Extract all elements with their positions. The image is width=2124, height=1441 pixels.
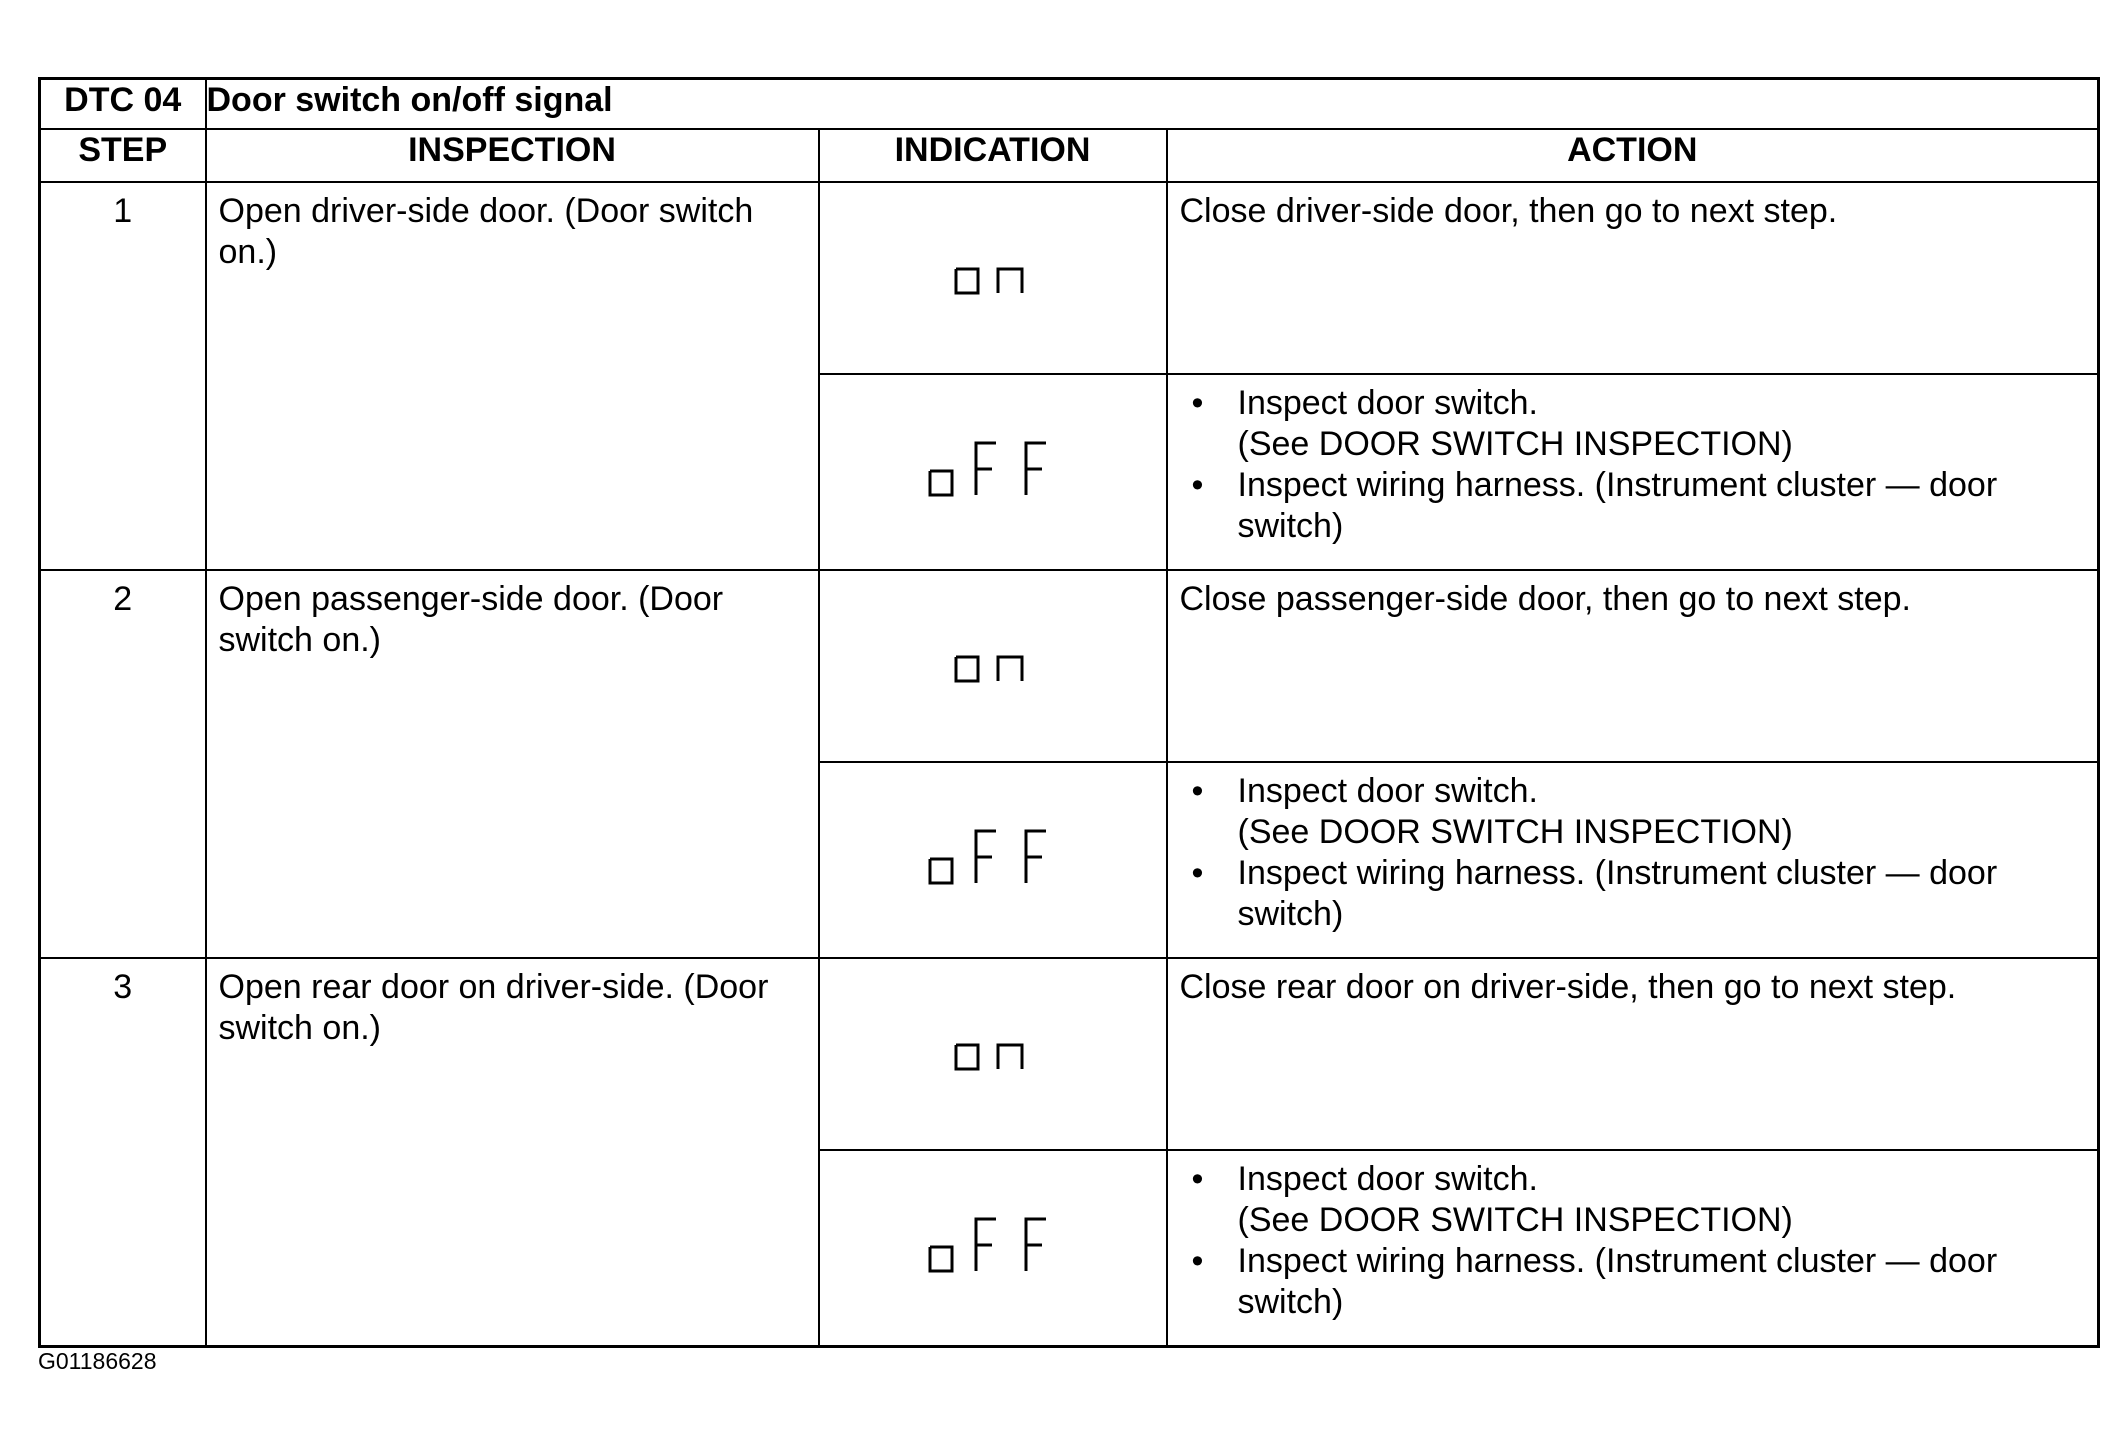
dtc-code: DTC 04 bbox=[40, 79, 206, 130]
indication-cell bbox=[819, 1150, 1167, 1347]
action-text: Inspect wiring harness. (Instrument cluster — door switch) bbox=[1237, 1242, 1998, 1321]
action-text: Close rear door on driver-side, then go to next step. bbox=[1167, 958, 2099, 1150]
dtc-title: Door switch on/off signal bbox=[206, 79, 2099, 130]
action-text: Inspect door switch. bbox=[1237, 384, 1538, 422]
lcd-display-text: on bbox=[937, 631, 939, 632]
inspection-text: Open passenger-side door. (Door switch on.) bbox=[206, 570, 819, 958]
action-cell bbox=[1167, 374, 2099, 570]
dtc-table bbox=[38, 77, 2100, 1348]
column-header-row bbox=[40, 129, 2099, 182]
action-text: Inspect door switch. bbox=[1237, 772, 1538, 810]
action-text: Close passenger-side door, then go to next step. bbox=[1167, 570, 2099, 762]
step-number: 2 bbox=[40, 570, 206, 958]
bullet-icon: • bbox=[1191, 854, 1204, 892]
dtc-header-row bbox=[40, 79, 2099, 130]
table-row bbox=[40, 570, 2099, 762]
table-row bbox=[40, 182, 2099, 374]
lcd-display-text: on bbox=[937, 1019, 939, 1020]
action-cell bbox=[1167, 762, 2099, 958]
lcd-display-on bbox=[938, 1019, 1048, 1079]
table-row bbox=[40, 958, 2099, 1150]
lcd-display-text: oFF bbox=[917, 427, 920, 428]
list-item bbox=[1180, 1159, 2086, 1241]
lcd-display-off bbox=[918, 815, 1068, 895]
column-header-inspection: INSPECTION bbox=[206, 129, 819, 182]
list-item bbox=[1180, 853, 2086, 935]
figure-id: G01186628 bbox=[38, 1348, 157, 1374]
inspection-text: Open rear door on driver-side. (Door switch on.) bbox=[206, 958, 819, 1347]
indication-cell bbox=[819, 958, 1167, 1150]
lcd-display-text: oFF bbox=[917, 1203, 920, 1204]
indication-cell bbox=[819, 374, 1167, 570]
action-reference: (See DOOR SWITCH INSPECTION) bbox=[1237, 425, 1793, 463]
list-item bbox=[1180, 383, 2086, 465]
bullet-icon: • bbox=[1191, 1160, 1204, 1198]
action-list bbox=[1180, 1159, 2086, 1323]
list-item bbox=[1180, 771, 2086, 853]
indication-cell bbox=[819, 182, 1167, 374]
lcd-display-off bbox=[918, 427, 1068, 507]
bullet-icon: • bbox=[1191, 466, 1204, 504]
action-list bbox=[1180, 383, 2086, 547]
list-item bbox=[1180, 1241, 2086, 1323]
lcd-display-text: oFF bbox=[917, 815, 920, 816]
step-number: 1 bbox=[40, 182, 206, 570]
lcd-display-on bbox=[938, 243, 1048, 303]
bullet-icon: • bbox=[1191, 772, 1204, 810]
column-header-step: STEP bbox=[40, 129, 206, 182]
inspection-text: Open driver-side door. (Door switch on.) bbox=[206, 182, 819, 570]
action-cell bbox=[1167, 1150, 2099, 1347]
column-header-indication: INDICATION bbox=[819, 129, 1167, 182]
indication-cell bbox=[819, 570, 1167, 762]
action-reference: (See DOOR SWITCH INSPECTION) bbox=[1237, 813, 1793, 851]
list-item bbox=[1180, 465, 2086, 547]
column-header-action: ACTION bbox=[1167, 129, 2099, 182]
action-reference: (See DOOR SWITCH INSPECTION) bbox=[1237, 1201, 1793, 1239]
indication-cell bbox=[819, 762, 1167, 958]
lcd-display-on bbox=[938, 631, 1048, 691]
lcd-display-text: on bbox=[937, 243, 939, 244]
bullet-icon: • bbox=[1191, 384, 1204, 422]
step-number: 3 bbox=[40, 958, 206, 1347]
action-text: Inspect wiring harness. (Instrument cluster — door switch) bbox=[1237, 466, 1998, 545]
action-text: Inspect door switch. bbox=[1237, 1160, 1538, 1198]
action-text: Close driver-side door, then go to next step. bbox=[1167, 182, 2099, 374]
action-text: Inspect wiring harness. (Instrument cluster — door switch) bbox=[1237, 854, 1998, 933]
action-list bbox=[1180, 771, 2086, 935]
bullet-icon: • bbox=[1191, 1242, 1204, 1280]
lcd-display-off bbox=[918, 1203, 1068, 1283]
